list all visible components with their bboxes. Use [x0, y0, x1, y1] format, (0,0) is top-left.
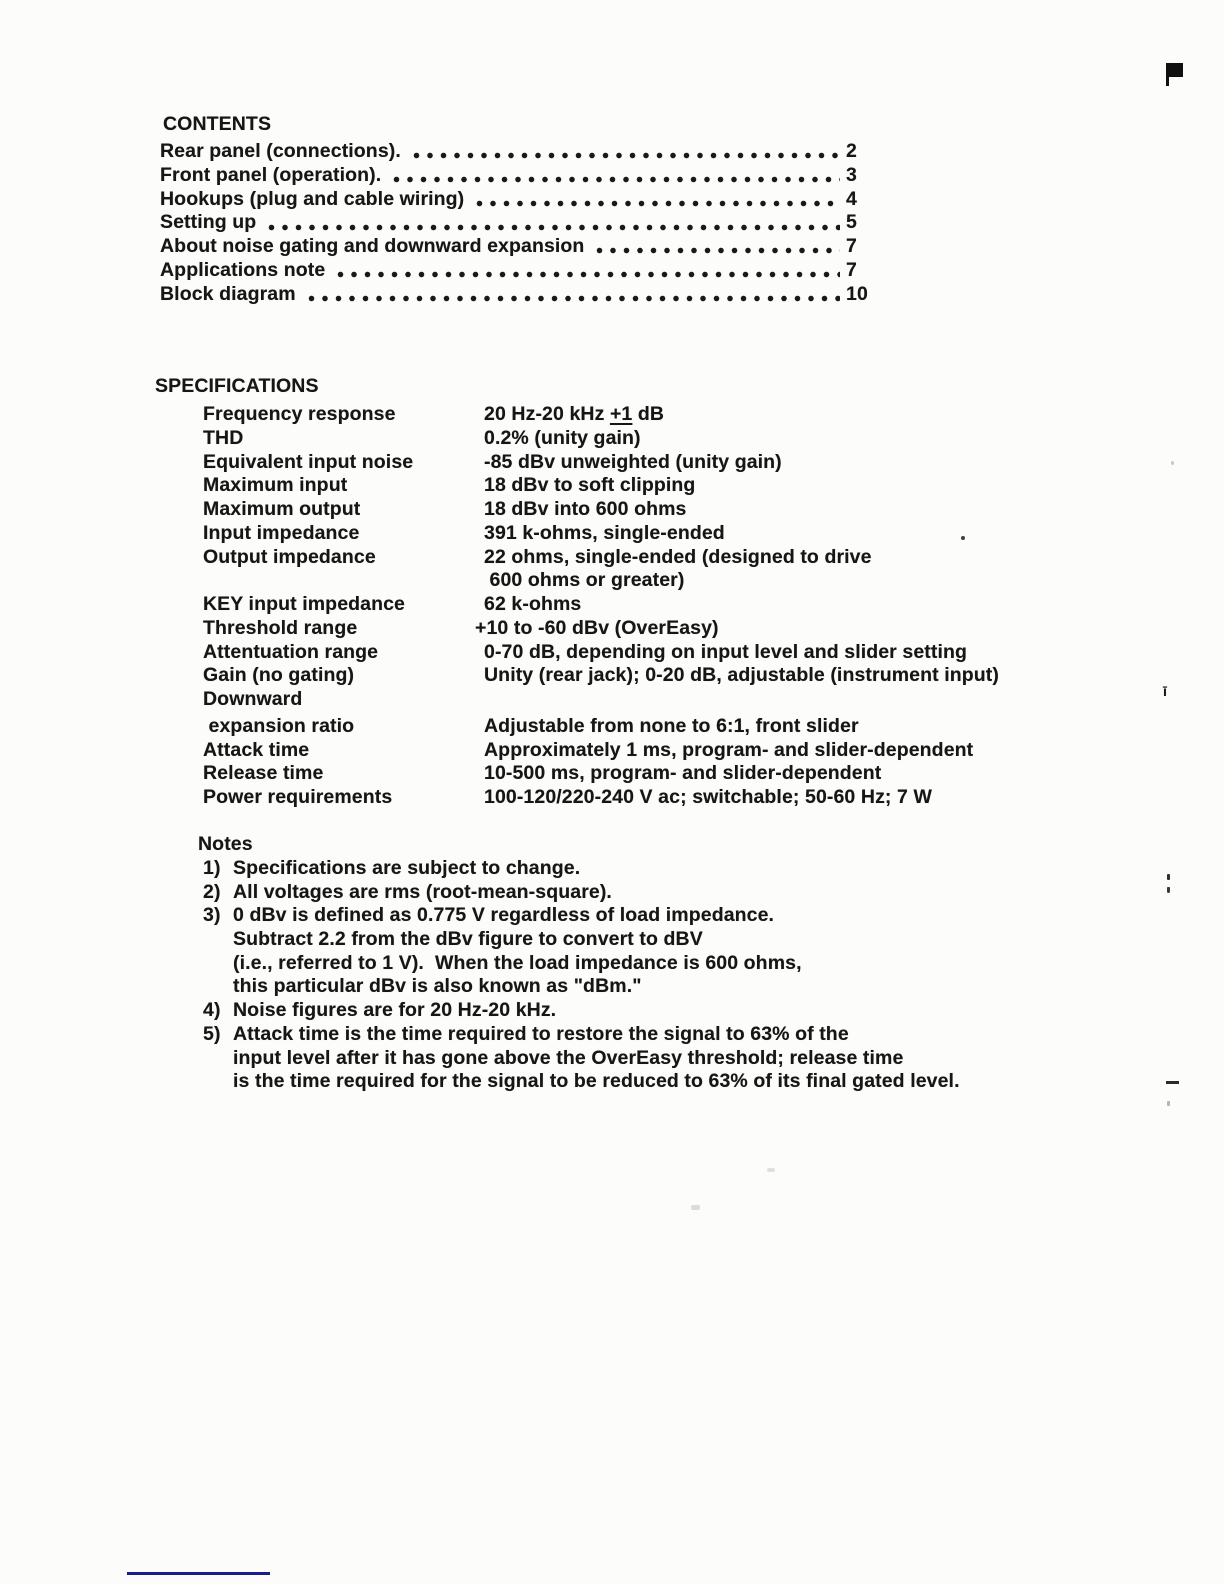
note-number: 5): [203, 1022, 221, 1045]
note-number: 1): [203, 857, 221, 879]
freq-value-plusminus: +1: [609, 403, 633, 425]
spec-value: +10 to -60 dBv (OverEasy): [475, 616, 719, 639]
note-text: Subtract 2.2 from the dBv figure to convert to dBV: [233, 928, 703, 951]
dot-leader: [592, 235, 840, 259]
spec-label: Maximum input: [203, 474, 348, 497]
spec-row-equivalent-input-noise: [203, 451, 1195, 475]
note-line-5-cont-1: [200, 1047, 1160, 1071]
note-text: is the time required for the signal to be reduced to 63% of its final gated level.: [233, 1070, 960, 1093]
toc-label: Rear panel (connections).: [160, 140, 401, 162]
spec-label: Gain (no gating): [203, 664, 355, 687]
note-line-3-cont-1: [200, 928, 1160, 952]
notes-section: [200, 832, 1160, 1094]
spec-label: Attack time: [203, 738, 310, 761]
specifications-title: SPECIFICATIONS: [155, 375, 319, 397]
spec-row-release-time: [203, 762, 1195, 786]
spec-row-frequency-response: [203, 403, 1195, 427]
spec-value: 22 ohms, single-ended (designed to drive: [484, 545, 872, 568]
spec-row-expansion-ratio: [203, 715, 1195, 739]
spec-label: Downward: [203, 688, 303, 710]
toc-page-number: 4: [846, 187, 857, 210]
note-text: Noise figures are for 20 Hz-20 kHz.: [233, 999, 557, 1022]
scan-artifact-tick-upper: [1167, 874, 1170, 880]
note-number: 2): [203, 880, 221, 903]
toc-label: Setting up: [160, 211, 257, 234]
spec-label: Maximum output: [203, 498, 361, 520]
scan-artifact-faint-speck-center-2: [691, 1205, 700, 1210]
toc-label: About noise gating and downward expansion: [160, 235, 585, 257]
spec-value: 18 dBv to soft clipping: [484, 474, 696, 497]
spec-value: 0-70 dB, depending on input level and slider setting: [484, 640, 968, 663]
spec-value: 10-500 ms, program- and slider-dependent: [484, 762, 882, 785]
spec-row-attenuation-range: [203, 641, 1195, 665]
note-line-4: [200, 999, 1160, 1023]
scan-artifact-margin-glyph: ī: [1163, 683, 1167, 699]
note-line-2: [200, 881, 1160, 905]
spec-row-maximum-output: [203, 498, 1195, 522]
contents-title: CONTENTS: [163, 113, 272, 135]
notes-title: Notes: [198, 833, 253, 855]
spec-row-maximum-input: [203, 474, 1195, 498]
toc-row-hookups: [160, 188, 872, 212]
spec-row-threshold-range: [203, 617, 1195, 641]
spec-row-gain-no-gating: [203, 664, 1195, 688]
dot-leader: [333, 259, 840, 283]
spec-value: 0.2% (unity gain): [484, 426, 641, 449]
toc-label: Hookups (plug and cable wiring): [160, 187, 465, 210]
scan-artifact-faint-speck-center-1: [767, 1168, 775, 1172]
scan-artifact-flag-mark: [1166, 63, 1186, 87]
toc-page-number: 5: [846, 211, 857, 234]
spec-value: 62 k-ohms: [484, 593, 582, 615]
note-line-5: [200, 1023, 1160, 1047]
toc-row-noise-gating: [160, 235, 872, 259]
toc-page-number: 2: [846, 140, 857, 162]
spec-label: Power requirements: [203, 786, 393, 808]
spec-value: -85 dBv unweighted (unity gain): [484, 450, 782, 473]
dot-leader: [304, 283, 840, 307]
spec-value: 100-120/220-240 V ac; switchable; 50-60 Hz; 7 W: [484, 786, 933, 808]
spec-label: expansion ratio: [203, 714, 355, 737]
freq-value-post: dB: [632, 403, 665, 425]
spec-value: Adjustable from none to 6:1, front slider: [484, 714, 859, 737]
note-number: 3): [203, 904, 221, 927]
spec-value: Unity (rear jack); 0-20 dB, adjustable (instrument input): [484, 664, 999, 687]
spec-label: Release time: [203, 762, 324, 785]
footer-blue-underline: [127, 1572, 270, 1575]
scan-artifact-faint-speck-right: [1171, 461, 1174, 465]
toc-label: Front panel (operation).: [160, 163, 382, 186]
note-text: input level after it has gone above the OverEasy threshold; release time: [233, 1046, 904, 1069]
freq-value-pre: 20 Hz-20 kHz: [484, 403, 610, 425]
spec-label: Attentuation range: [203, 640, 379, 663]
spec-row-power-requirements: [203, 786, 1195, 810]
spec-rows: [203, 403, 1195, 810]
dot-leader: [409, 140, 840, 164]
note-line-1: [200, 857, 1160, 881]
toc-page-number: 7: [846, 258, 857, 281]
toc-row-front-panel: [160, 164, 872, 188]
spec-row-key-input-impedance: [203, 593, 1195, 617]
spec-label: THD: [203, 426, 244, 449]
toc-label: Applications note: [160, 258, 326, 281]
spec-value: Approximately 1 ms, program- and slider-dependent: [484, 738, 974, 761]
spec-value: 600 ohms or greater): [484, 569, 685, 592]
contents-section: [160, 112, 872, 306]
dot-leader: [472, 188, 840, 212]
spec-label: Equivalent input noise: [203, 450, 414, 473]
toc-label: Block diagram: [160, 282, 296, 305]
scan-artifact-tick-lower: [1167, 887, 1170, 893]
note-line-3-cont-3: [200, 975, 1160, 999]
spec-label: Frequency response: [203, 403, 396, 425]
note-line-3-cont-2: [200, 952, 1160, 976]
dot-leader: [264, 211, 840, 235]
note-line-3: [200, 904, 1160, 928]
toc-row-setting-up: [160, 211, 872, 235]
spec-row-thd: [203, 427, 1195, 451]
scan-artifact-ink-dot: [961, 536, 965, 540]
toc-row-block-diagram: [160, 283, 872, 307]
spec-label: Threshold range: [203, 616, 358, 639]
spec-row-output-impedance: [203, 546, 1195, 570]
note-text: (i.e., referred to 1 V). When the load impedance is 600 ohms,: [233, 951, 802, 974]
spec-label: Input impedance: [203, 521, 360, 544]
spec-row-output-impedance-cont: [203, 569, 1195, 593]
spec-row-input-impedance: [203, 522, 1195, 546]
note-line-5-cont-2: [200, 1070, 1160, 1094]
note-text: All voltages are rms (root-mean-square).: [233, 880, 612, 903]
toc-row-applications-note: [160, 259, 872, 283]
spec-label: KEY input impedance: [203, 593, 405, 615]
dot-leader: [389, 164, 840, 188]
note-text: 0 dBv is defined as 0.775 V regardless of load impedance.: [233, 904, 775, 927]
spec-value: 391 k-ohms, single-ended: [484, 521, 725, 544]
specifications-section: [155, 374, 1195, 810]
flag-stem: [1166, 63, 1169, 86]
toc-page-number: 7: [846, 235, 857, 257]
note-lines: [200, 857, 1160, 1094]
spec-value: 18 dBv into 600 ohms: [484, 498, 687, 520]
spec-value: [484, 403, 664, 427]
toc-page-number: 10: [846, 282, 868, 305]
scan-artifact-faint-comma: [1167, 1101, 1170, 1106]
scan-artifact-dash-mark: [1166, 1081, 1179, 1084]
note-text: Attack time is the time required to restore the signal to 63% of the: [233, 1022, 849, 1045]
note-text: Specifications are subject to change.: [233, 857, 581, 879]
note-number: 4): [203, 999, 221, 1022]
spec-row-downward: [203, 688, 1195, 712]
toc-page-number: 3: [846, 163, 857, 186]
toc-row-rear-panel: [160, 140, 872, 164]
spec-label: Output impedance: [203, 545, 376, 568]
spec-row-attack-time: [203, 739, 1195, 763]
note-text: this particular dBv is also known as "dBm.": [233, 975, 642, 998]
